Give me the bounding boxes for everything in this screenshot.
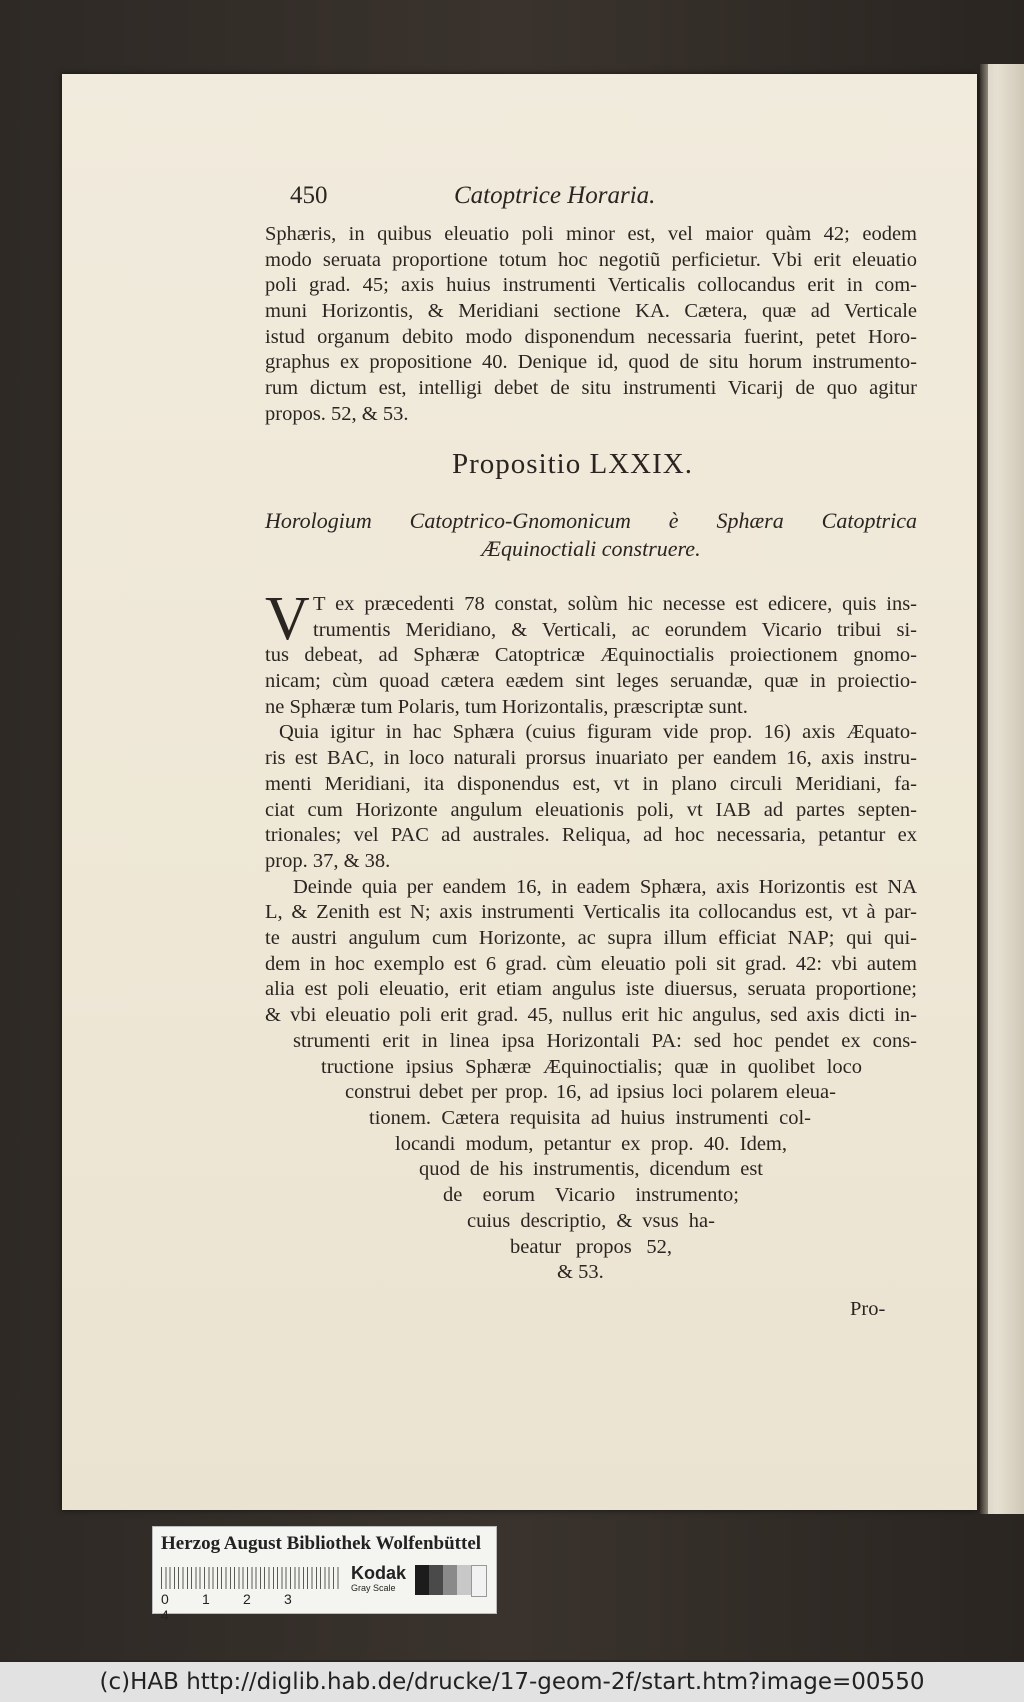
subheading-line: Æquinoctiali construere. — [481, 536, 701, 561]
text-line: menti Meridiani, ita disponendus est, vt in plano circuli Meridiani, fa- — [265, 772, 917, 795]
ruler-scale — [161, 1567, 341, 1589]
text-line: istud organum debito modo disponendum necessaria fuerint, petet Horo- — [265, 325, 917, 348]
text-line: rum dictum est, intelligi debet de situ instrumenti Vicarij de quo agitur — [265, 377, 917, 400]
text-line: ris est BAC, in loco naturali prorsus inuariato per eandem 16, axis instru- — [265, 747, 917, 770]
ruler-number: 3 — [284, 1591, 292, 1607]
text-line: poli grad. 45; axis huius instrumenti Verticalis collocandus erit in com- — [265, 274, 917, 297]
text-line: Deinde quia per eandem 16, in eadem Sphæra, axis Horizontis est NA — [293, 875, 917, 898]
drop-cap: V — [265, 585, 310, 653]
text-line: propos. 52, & 53. — [265, 402, 409, 425]
ruler-numbers — [161, 1591, 361, 1623]
text-line: tructione ipsius Sphæræ Æquinoctialis; quæ in quolibet loco — [321, 1055, 862, 1078]
ruler-number: 4 — [161, 1607, 169, 1623]
next-page-edge — [980, 64, 1024, 1514]
library-color-tag — [152, 1526, 497, 1623]
gray-swatch — [415, 1565, 429, 1595]
text-line: beatur propos 52, — [510, 1235, 672, 1258]
text-line: tionem. Cætera requisita ad huius instrumenti col- — [369, 1107, 811, 1130]
text-line: tus debeat, ad Sphæræ Catoptricæ Æquinoctialis proiectionem gnomo- — [265, 644, 917, 667]
text-line: modo seruata proportione totum hoc negotiũ perficietur. Vbi erit eleuatio — [265, 248, 917, 271]
text-line: Quia igitur in hac Sphæra (cuius figuram vide prop. 16) axis Æquato- — [279, 721, 917, 744]
gray-swatch — [471, 1565, 487, 1597]
ruler-number: 1 — [202, 1591, 210, 1607]
text-line: & vbi eleuatio poli erit grad. 45, nullus erit hic angulus, sed axis dicti in- — [265, 1004, 917, 1026]
text-line: alia est poli eleuatio, erit etiam angulus iste diuersus, seruata proportione; — [265, 978, 917, 1001]
gray-swatch — [443, 1565, 457, 1595]
text-line: & 53. — [557, 1261, 604, 1284]
text-line: ciat cum Horizonte angulum eleuationis poli, vt IAB ad partes septen- — [265, 798, 917, 821]
text-line: ne Sphæræ tum Polaris, tum Horizontalis, præscriptæ sunt. — [265, 695, 748, 718]
text-line: nicam; cùm quoad cætera eædem sint leges seruandæ, quæ in proiectio- — [265, 670, 917, 693]
heading-text: Propositio LXXIX. — [452, 448, 693, 480]
gray-scale-label: Gray Scale — [351, 1583, 396, 1593]
gray-swatch — [429, 1565, 443, 1595]
text-line: trionales; vel PAC ad australes. Reliqua, ad hoc necessaria, petantur ex — [265, 824, 917, 847]
text-line: L, & Zenith est N; axis instrumenti Verticalis ita collocandus est, vt à par- — [265, 901, 917, 924]
ruler-number: 0 — [161, 1591, 169, 1607]
text-line: T ex præcedenti 78 constat, solùm hic necesse est edicere, quis ins- — [313, 593, 917, 615]
text-line: graphus ex propositione 40. Denique id, quod de situ horum instrumento- — [265, 351, 917, 374]
text-line: Sphæris, in quibus eleuatio poli minor est, vel maior quàm 42; eodem — [265, 223, 917, 245]
running-title: Catoptrice Horaria. — [454, 182, 656, 209]
text-line: strumenti erit in linea ipsa Horizontali PA: sed hoc pendet ex cons- — [293, 1030, 917, 1052]
text-line: te austri angulum cum Horizonte, ac supra illum efficiat NAP; qui qui- — [265, 926, 917, 949]
text-line: de eorum Vicario instrumento; — [443, 1184, 739, 1207]
body-paragraphs — [265, 592, 917, 1029]
text-line: locandi modum, petantur ex prop. 40. Idem, — [395, 1132, 787, 1155]
text-line: muni Horizontis, & Meridiani sectione KA. Cætera, quæ ad Verticale — [265, 300, 917, 323]
text-line: construi debet per prop. 16, ad ipsius loci polarem eleua- — [345, 1081, 836, 1104]
library-name: Herzog August Bibliothek Wolfenbüttel — [161, 1533, 482, 1554]
text-line: prop. 37, & 38. — [265, 849, 391, 872]
ruler-number: 2 — [243, 1591, 251, 1607]
text-line: dem in hoc exemplo est 6 grad. cùm eleuatio poli sit grad. 42: vbi autem — [265, 952, 917, 975]
copyright-footer: (c)HAB http://diglib.hab.de/drucke/17-geom-2f/start.htm?image=00550 — [0, 1662, 1024, 1702]
proposition-subheading — [265, 507, 917, 563]
top-paragraph — [265, 222, 917, 428]
page-number: 450 — [290, 182, 328, 209]
catchword: Pro- — [850, 1298, 886, 1320]
text-line: trumentis Meridiano, & Verticali, ac eorundem Vicario tribui si- — [313, 618, 917, 641]
triangle-paragraph — [265, 1029, 917, 1286]
text-line: quod de his instrumentis, dicendum est — [419, 1158, 763, 1181]
text-line: cuius descriptio, & vsus ha- — [467, 1209, 715, 1232]
subheading-line: Horologium Catoptrico-Gnomonicum è Sphæra Catoptrica — [265, 508, 917, 533]
kodak-logo: Kodak — [351, 1563, 407, 1583]
running-head — [290, 182, 730, 218]
gray-swatch — [457, 1565, 471, 1595]
